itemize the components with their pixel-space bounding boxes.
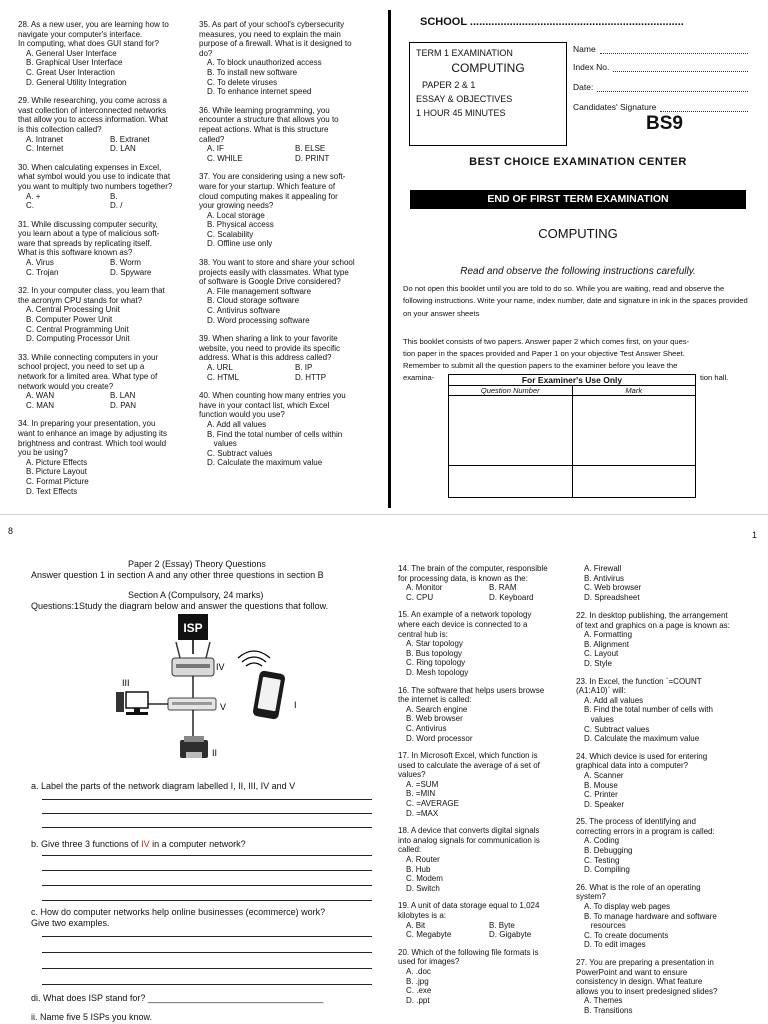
options-list <box>576 630 754 668</box>
answer-option[interactable]: C. Scalability <box>207 229 254 239</box>
answer-option[interactable]: A. To block unauthorized access <box>207 58 322 68</box>
question-stem: 27. You are preparing a presentation in PowerPoint and want to ensure consistency in design. What feature allows you to insert predesigned slides? <box>576 958 718 996</box>
question-item <box>398 826 568 893</box>
question-item <box>199 391 379 468</box>
question-item <box>199 20 379 97</box>
answer-option[interactable]: C. Format Picture <box>26 476 89 486</box>
answer-option[interactable]: B. To manage hardware and software resources <box>584 911 717 931</box>
options-list <box>199 144 379 163</box>
answer-option[interactable]: B. =MIN <box>406 789 436 799</box>
question-stem: 17. In Microsoft Excel, which function is used to calculate the average of a set of values? <box>398 751 540 780</box>
options-list <box>199 363 379 382</box>
options-list <box>398 921 568 940</box>
question-item <box>18 220 190 278</box>
answer-option[interactable]: A. General User Interface <box>26 48 117 58</box>
answer-option[interactable]: D. Mesh topology <box>406 667 469 677</box>
answer-option[interactable]: A. Central Processing Unit <box>26 305 120 315</box>
options-list <box>18 305 190 343</box>
page-number-right: 1 <box>752 530 758 540</box>
answer-option[interactable]: D. Gigabyte <box>489 930 532 940</box>
question-item <box>18 96 190 154</box>
answer-option[interactable]: C. To delete viruses <box>207 77 278 87</box>
question-stem: 39. When sharing a link to your favorite website, you need to provide its specific address. What is this address called? <box>199 334 340 363</box>
answer-option[interactable]: C. Megabyte <box>406 930 452 940</box>
answer-option[interactable]: C. <box>26 201 34 211</box>
answer-option[interactable]: D. / <box>110 201 123 211</box>
wifi-icon <box>238 651 270 666</box>
answer-option[interactable]: C. Internet <box>26 144 64 154</box>
answer-option[interactable]: C. Central Programming Unit <box>26 324 129 334</box>
answer-option[interactable]: A. File management software <box>207 286 312 296</box>
question-item <box>18 353 190 411</box>
table-cell[interactable] <box>449 466 573 498</box>
question-21-options <box>576 564 754 602</box>
answer-option[interactable]: D. Compiling <box>584 865 630 875</box>
answer-option[interactable]: A. Local storage <box>207 210 265 220</box>
options-list <box>398 705 568 743</box>
answer-option[interactable]: D. To edit images <box>584 940 646 950</box>
answer-option[interactable]: C. =AVERAGE <box>406 799 459 809</box>
question-stem: 36. While learning programming, you encounter a structure that allows you to repeat actions. What is this structure called? <box>199 105 339 144</box>
duration-label: 1 HOUR 45 MINUTES <box>416 108 506 118</box>
label-iii: III <box>122 678 130 688</box>
answer-option[interactable]: D. Speaker <box>584 799 625 809</box>
answer-option[interactable]: D. Offline use only <box>207 239 273 249</box>
answer-option[interactable]: A. Add all values <box>207 419 267 429</box>
answer-option[interactable]: A. Scanner <box>584 770 624 780</box>
question-item <box>576 752 754 810</box>
question-column-left <box>398 564 568 1013</box>
options-list <box>18 258 190 277</box>
label-i: I <box>294 700 297 710</box>
answer-option[interactable]: B. Picture Layout <box>26 467 87 477</box>
question-column-right <box>576 611 754 1024</box>
answer-option[interactable]: B. Alignment <box>584 639 629 649</box>
answer-option[interactable]: A. Formatting <box>584 630 633 640</box>
question-stem: 16. The software that helps users browse the internet is called: <box>398 685 545 705</box>
answer-option[interactable]: B. Transitions <box>584 1005 633 1015</box>
bottom-page-spread <box>0 550 768 1024</box>
answer-option[interactable]: C. CPU <box>406 592 434 602</box>
answer-option[interactable]: B. Web browser <box>406 714 463 724</box>
switch-icon <box>168 676 216 710</box>
question-stem: 18. A device that converts digital signals into analog signals for communication is called: <box>398 826 540 855</box>
question-stem: 15. An example of a network topology where each device is connected to a central hub is: <box>398 610 532 639</box>
answer-option[interactable]: D. =MAX <box>406 808 439 818</box>
question-item <box>398 610 568 677</box>
answer-option[interactable]: B. <box>110 191 118 201</box>
answer-option[interactable]: B. Antivirus <box>584 573 625 583</box>
answer-option[interactable]: A. Router <box>406 855 440 865</box>
answer-option[interactable]: D. Style <box>584 658 613 668</box>
question-stem: 38. You want to store and share your school projects easily with classmates. What type of software is Google Drive considered? <box>199 258 355 287</box>
answer-option[interactable]: D. Word processing software <box>207 315 310 325</box>
highlight-iv: IV <box>141 839 150 849</box>
exam-center-name: BEST CHOICE EXAMINATION CENTER <box>469 156 687 168</box>
answer-option[interactable]: D. Switch <box>406 883 440 893</box>
options-list <box>199 287 379 325</box>
column-mark: Mark <box>572 386 696 396</box>
answer-option[interactable]: A. Monitor <box>406 583 443 593</box>
answer-option[interactable]: B. .jpg <box>406 976 429 986</box>
question-stem: 29. While researching, you come across a vast collection of interconnected networks that allow you to access information. What is this collection called? <box>18 96 168 134</box>
term-label: TERM 1 EXAMINATION <box>416 48 513 58</box>
school-line: SCHOOL ...................................................................... <box>420 16 684 28</box>
essay-title: Paper 2 (Essay) Theory Questions <box>128 559 266 569</box>
label-v: V <box>220 702 227 712</box>
question-item <box>576 677 754 744</box>
question-item <box>199 258 379 325</box>
answer-option[interactable]: D. Computing Processor Unit <box>26 334 130 344</box>
question-item <box>576 817 754 875</box>
answer-option[interactable]: B. Byte <box>489 920 515 930</box>
answer-line[interactable] <box>42 870 372 871</box>
answer-option[interactable]: B. Find the total number of cells with values <box>584 705 713 724</box>
answer-option[interactable]: C. .exe <box>406 986 432 996</box>
svg-text:ISP: ISP <box>183 621 203 635</box>
answer-option[interactable]: C. HTML <box>207 372 239 382</box>
answer-option[interactable]: A. Search engine <box>406 704 468 714</box>
question-stem: 19. A unit of data storage equal to 1,024 kilobytes is a: <box>398 901 540 920</box>
answer-line[interactable] <box>42 827 372 828</box>
answer-option[interactable]: A. Firewall <box>584 564 622 573</box>
answer-option[interactable]: B. Hub <box>406 864 431 874</box>
network-diagram <box>96 612 316 772</box>
answer-option[interactable]: D. Spyware <box>110 267 152 277</box>
answer-line[interactable] <box>42 885 372 886</box>
examiner-table-title: For Examiner's Use Only <box>449 375 696 386</box>
options-list <box>576 771 754 809</box>
options-list <box>18 135 190 154</box>
answer-line[interactable] <box>42 900 372 901</box>
page-divider <box>388 10 391 508</box>
question-1di: di. What does ISP stand for? ___________________________________ <box>31 993 324 1003</box>
paper-type-label: ESSAY & OBJECTIVES <box>416 94 513 104</box>
answer-option[interactable]: A. + <box>26 191 41 201</box>
answer-option[interactable]: B. ELSE <box>295 144 326 154</box>
answer-line[interactable] <box>42 799 372 800</box>
answer-option[interactable]: D. PAN <box>110 400 137 410</box>
options-list <box>199 58 379 96</box>
instructions-heading: Read and observe the following instructions carefully. <box>460 266 696 277</box>
label-ii: II <box>212 748 218 758</box>
answer-option[interactable]: B. Debugging <box>584 846 633 856</box>
answer-option[interactable]: D. Keyboard <box>489 592 534 602</box>
exam-code: BS9 <box>646 113 683 134</box>
isp-icon <box>178 614 208 654</box>
answer-option[interactable]: B. Extranet <box>110 134 150 144</box>
answer-option[interactable]: C. Web browser <box>584 583 642 593</box>
answer-option[interactable]: B. LAN <box>110 391 136 401</box>
answer-option[interactable]: D. Calculate the maximum value <box>207 458 323 468</box>
question-item <box>398 751 568 818</box>
answer-line[interactable] <box>42 936 372 937</box>
phone-icon <box>252 670 286 720</box>
question-stem: 35. As part of your school's cybersecurity measures, you need to explain the main purpose of a firewall. What is it designed to do? <box>199 20 352 58</box>
answer-option[interactable]: C. To create documents <box>584 930 669 940</box>
answer-option[interactable]: A. IF <box>207 144 224 154</box>
question-stem: 32. In your computer class, you learn that the acronym CPU stands for what? <box>18 286 165 305</box>
question-1c: c. How do computer networks help online businesses (ecommerce) work? Give two examples. <box>31 907 326 928</box>
answer-option[interactable]: A. Add all values <box>584 695 644 705</box>
answer-option[interactable]: C. MAN <box>26 400 54 410</box>
examiner-table <box>448 374 696 498</box>
question-stem: 14. The brain of the computer, responsible for processing data, is known as the: <box>398 564 548 583</box>
answer-option[interactable]: A. Bit <box>406 920 426 930</box>
name-field[interactable]: Name <box>573 36 748 54</box>
answer-option[interactable]: B. Worm <box>110 258 141 268</box>
column-question-number: Question Number <box>449 386 573 396</box>
instructions-paragraph-2: This booklet consists of two papers. Answer paper 2 which comes first, on your ques- tion paper in the spaces provided and Paper 1 on your objective Test Answer Sheet. Remember to submit all the question papers to the examiner before you leave the <box>403 337 690 370</box>
question-stem: 33. While connecting computers in your school project, you need to set up a network for a limited area. What type of network would you create? <box>18 352 159 391</box>
options-list <box>18 458 190 496</box>
answer-option[interactable]: A. Themes <box>584 996 623 1006</box>
question-item <box>398 564 568 602</box>
answer-option[interactable]: D. .ppt <box>406 995 430 1005</box>
answer-line[interactable] <box>42 813 372 814</box>
question-item <box>199 172 379 249</box>
answer-option[interactable]: B. To install new software <box>207 67 298 77</box>
question-stem: 34. In preparing your presentation, you want to enhance an image by adjusting its brightness and contrast. Which tool would you be using? <box>18 419 167 458</box>
answer-option[interactable]: D. To enhance internet speed <box>207 87 312 97</box>
question-item <box>18 163 190 211</box>
answer-option[interactable]: C. Subtract values <box>207 448 273 458</box>
question-1a: a. Label the parts of the network diagram labelled I, II, III, IV and V <box>31 781 296 791</box>
question-item <box>199 106 379 164</box>
question-item <box>18 419 190 496</box>
question-stem: 37. You are considering using a new soft- ware for your startup. Which feature of cloud computing makes it appealing for your growing needs? <box>199 172 346 211</box>
answer-option[interactable]: A. Picture Effects <box>26 457 88 467</box>
answer-option[interactable]: D. Word processor <box>406 733 473 743</box>
answer-option[interactable]: C. Antivirus software <box>207 306 280 316</box>
answer-option[interactable]: C. Subtract values <box>584 724 650 734</box>
date-field[interactable]: Date: <box>573 72 748 92</box>
answer-option[interactable]: D. General Utility Integration <box>26 77 127 87</box>
options-list <box>18 49 190 87</box>
options-list <box>398 855 568 893</box>
answer-line[interactable] <box>42 952 372 953</box>
page-number-left: 8 <box>8 526 14 536</box>
question-stem: 20. Which of the following file formats is used for images? <box>398 947 539 967</box>
question-stem: 31. While discussing computer security, you learn about a type of malicious soft- ware that spreads by replicating itself. What is this software known as? <box>18 219 160 258</box>
answer-option[interactable]: B. Bus topology <box>406 648 463 658</box>
options-list <box>398 780 568 818</box>
computer-icon <box>116 692 168 715</box>
table-cell[interactable] <box>572 466 696 498</box>
instructions-tail-right: tion hall. <box>700 373 729 382</box>
question-1-prompt: Questions:1Study the diagram below and answer the questions that follow. <box>31 601 329 611</box>
label-iv: IV <box>216 662 225 672</box>
question-stem: 26. What is the role of an operating system? <box>576 882 701 902</box>
options-list <box>199 211 379 249</box>
essay-instruction: Answer question 1 in section A and any other three questions in section B <box>31 570 324 580</box>
answer-option[interactable]: A. To display web pages <box>584 902 671 912</box>
answer-option[interactable]: A. URL <box>207 363 233 372</box>
answer-option[interactable]: C. Antivirus <box>406 723 447 733</box>
answer-option[interactable]: A. Coding <box>584 836 620 846</box>
answer-option[interactable]: D. LAN <box>110 144 136 154</box>
answer-option[interactable]: C. WHILE <box>207 153 243 163</box>
question-stem: 22. In desktop publishing, the arrangement of text and graphics on a page is known as: <box>576 611 730 630</box>
question-item <box>576 958 754 1016</box>
candidate-fields <box>573 36 748 112</box>
question-column-left <box>18 20 190 505</box>
question-item <box>398 686 568 744</box>
answer-option[interactable]: B. Find the total number of cells within values <box>207 429 343 449</box>
answer-option[interactable]: C. Testing <box>584 855 620 865</box>
answer-option[interactable]: D. Text Effects <box>26 486 78 496</box>
options-list <box>576 996 754 1015</box>
exam-title-bar: END OF FIRST TERM EXAMINATION <box>410 190 746 209</box>
question-item <box>18 286 190 344</box>
printer-icon <box>180 710 208 758</box>
exam-info-box <box>409 42 567 146</box>
question-stem: 23. In Excel, the function `=COUNT (A1:A10)` will: <box>576 676 702 696</box>
signature-field[interactable]: Candidates' Signature <box>573 92 748 112</box>
paper-label: PAPER 2 & 1 <box>422 80 476 90</box>
options-list <box>576 696 754 744</box>
question-stem: 30. When calculating expenses in Excel, what symbol would you use to indicate that you want to multiply two numbers together? <box>18 162 173 191</box>
question-item <box>576 611 754 669</box>
answer-line[interactable] <box>42 855 372 856</box>
answer-option[interactable]: A. Intranet <box>26 134 63 144</box>
answer-line[interactable] <box>42 984 372 985</box>
question-stem: 25. The process of identifying and correcting errors in a program is called: <box>576 817 715 836</box>
answer-option[interactable]: D. HTTP <box>295 372 327 382</box>
answer-option[interactable]: A. Virus <box>26 258 54 268</box>
answer-option[interactable]: C. Printer <box>584 790 618 800</box>
table-cell[interactable] <box>449 396 573 466</box>
answer-option[interactable]: C. Ring topology <box>406 658 466 668</box>
question-1dii: ii. Name five 5 ISPs you know. <box>31 1012 153 1022</box>
answer-option[interactable]: D. PRINT <box>295 153 330 163</box>
answer-option[interactable]: C. Trojan <box>26 267 59 277</box>
answer-option[interactable]: B. Cloud storage software <box>207 296 300 306</box>
options-list <box>576 902 754 950</box>
answer-option[interactable]: B. Graphical User Interface <box>26 58 123 68</box>
question-stem: 24. Which device is used for entering graphical data into a computer? <box>576 751 708 771</box>
question-stem: 40. When counting how many entries you have in your contact list, which Excel function would you use? <box>199 391 346 420</box>
question-item <box>398 901 568 939</box>
question-stem: 28. As a new user, you are learning how to navigate your computer's interface. In computing, what does GUI stand for? <box>18 20 169 49</box>
answer-option[interactable]: B. RAM <box>489 583 517 593</box>
table-cell[interactable] <box>572 396 696 466</box>
answer-option[interactable]: B. Computer Power Unit <box>26 315 113 325</box>
instructions-paragraph-1: Do not open this booklet until you are told to do so. While you are waiting, read and observe the following instructions. Write your name, index number, date and signature in ink in the spaces provided on your answer sheets <box>403 284 748 318</box>
section-a-heading: Section A (Compulsory, 24 marks) <box>128 590 264 600</box>
options-list <box>398 967 568 1005</box>
answer-option[interactable]: B. Mouse <box>584 780 618 790</box>
answer-option[interactable]: D. Calculate the maximum value <box>584 734 700 744</box>
answer-option[interactable]: A. .doc <box>406 966 431 976</box>
answer-option[interactable]: C. Modem <box>406 874 443 884</box>
answer-option[interactable]: C. Great User Interaction <box>26 67 115 77</box>
answer-option[interactable]: A. =SUM <box>406 779 439 789</box>
options-list <box>18 192 190 211</box>
question-item <box>398 948 568 1006</box>
options-list <box>18 391 190 410</box>
answer-option[interactable]: C. Layout <box>584 649 619 659</box>
answer-line[interactable] <box>42 968 372 969</box>
options-list <box>398 639 568 677</box>
question-item <box>576 883 754 950</box>
options-list <box>576 836 754 874</box>
subject-label: COMPUTING <box>451 61 525 75</box>
answer-option[interactable]: A. WAN <box>26 391 55 401</box>
index-field[interactable]: Index No. <box>573 54 748 72</box>
question-item <box>199 334 379 382</box>
answer-option[interactable]: D. Spreadsheet <box>584 592 640 602</box>
options-list <box>199 420 379 468</box>
answer-option[interactable]: B. Physical access <box>207 220 274 230</box>
answer-option[interactable]: B. IP <box>295 363 313 372</box>
subject-heading: COMPUTING <box>538 226 618 241</box>
answer-option[interactable]: A. Star topology <box>406 639 463 649</box>
question-column-right <box>199 20 379 477</box>
question-1b: b. Give three 3 functions of IV in a computer network? <box>31 839 246 849</box>
options-list <box>398 583 568 602</box>
question-item <box>18 20 190 87</box>
instructions-tail-left: examina- <box>403 373 435 382</box>
